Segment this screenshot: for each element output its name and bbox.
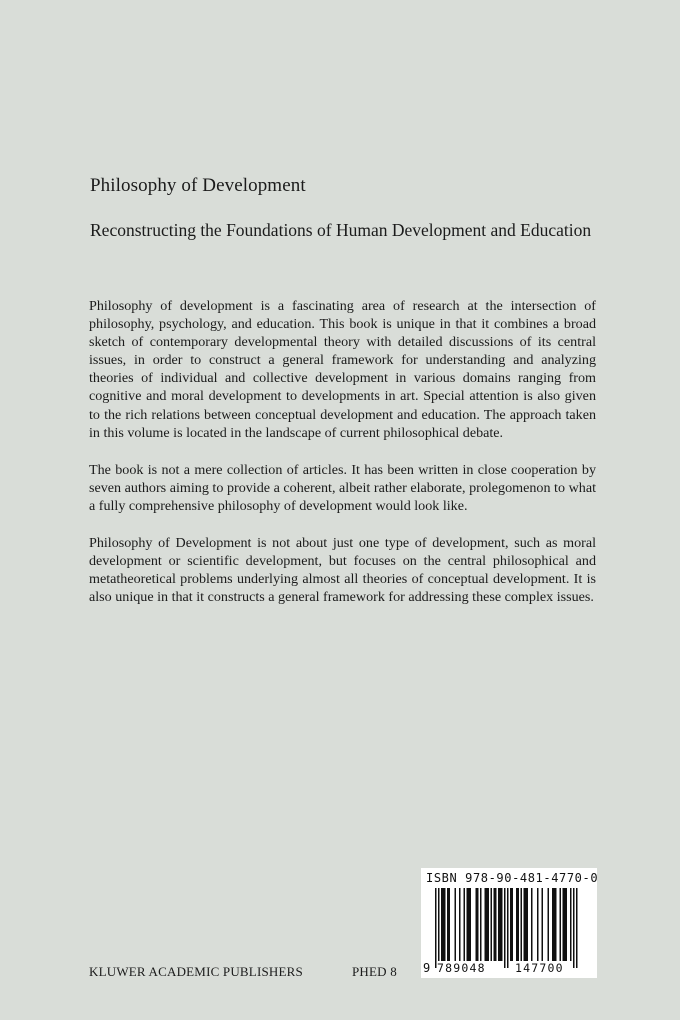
barcode-bar xyxy=(501,888,503,961)
barcode-bar xyxy=(560,888,562,961)
series-code: PHED 8 xyxy=(352,964,397,979)
barcode-guard-bar xyxy=(438,888,440,968)
book-title: Philosophy of Development xyxy=(90,175,306,196)
barcode-bar xyxy=(488,888,490,961)
barcode-bar xyxy=(470,888,472,961)
barcode-bar xyxy=(498,888,500,961)
barcode-bar xyxy=(447,888,449,961)
barcode-bar xyxy=(495,888,497,961)
book-description xyxy=(89,297,596,625)
publisher-name: KLUWER ACADEMIC PUBLISHERS xyxy=(89,964,303,979)
barcode-guard-bar xyxy=(573,888,575,968)
barcode-guard-bar xyxy=(435,888,437,968)
barcode-bar xyxy=(548,888,550,961)
barcode-bar xyxy=(518,888,520,961)
barcode-bar xyxy=(449,888,451,961)
barcode-bar xyxy=(455,888,457,961)
barcode-bar xyxy=(531,888,533,961)
isbn-barcode xyxy=(421,868,597,978)
barcode-bar xyxy=(521,888,523,961)
barcode-bar xyxy=(510,888,512,961)
barcode-bar xyxy=(524,888,526,961)
ean-right-digits: 147700 xyxy=(515,961,564,975)
ean-first-digit: 9 xyxy=(423,961,431,975)
description-paragraph: Philosophy of Development is not about just one type of development, such as moral development or scientific development, but focuses on the central philosophical and metatheoretical problems underlying almost all theories of conceptual development. It is also unique in that it constructs a general framework for addressing these complex issues. xyxy=(89,535,596,606)
barcode-bar xyxy=(552,888,554,961)
description-paragraph: Philosophy of development is a fascinating area of research at the intersection of philosophy, psychology, and education. This book is unique in that it combines a broad sketch of contemporary developmental theory with detailed discussions of its central issues, in order to construct a general framework for understanding and analyzing theories of individual and collective development in various domains ranging from cognitive and moral development to developments in art. Special attention is also given to the rich relations between conceptual development and education. The approach taken in this volume is located in the landscape of current philosophical debate. xyxy=(89,298,596,441)
barcode-bar xyxy=(494,888,496,961)
barcode-bar xyxy=(516,888,518,961)
book-subtitle: Reconstructing the Foundations of Human Development and Education xyxy=(90,220,592,240)
barcode-bar xyxy=(500,888,502,961)
barcode-bar xyxy=(554,888,556,961)
isbn-label: ISBN 978-90-481-4770-0 xyxy=(426,871,599,885)
barcode-bar xyxy=(444,888,446,961)
barcode-guard-bar xyxy=(507,888,509,968)
description-paragraph: The book is not a mere collection of articles. It has been written in close cooperation by seven authors aiming to provide a coherent, albeit rather elaborate, prolegomenon to what a fully comprehensive philosophy of development would look like. xyxy=(89,461,596,514)
barcode-bar xyxy=(525,888,527,961)
barcode-bar xyxy=(443,888,445,961)
barcode-bar xyxy=(441,888,443,961)
barcode-bar xyxy=(570,888,572,961)
barcode-bar xyxy=(468,888,470,961)
ean-left-digits: 789048 xyxy=(437,961,486,975)
barcode-bar xyxy=(464,888,466,961)
barcode-bar xyxy=(512,888,514,961)
barcode-bar xyxy=(476,888,478,961)
barcode-bar xyxy=(537,888,539,961)
barcode-bar xyxy=(542,888,544,961)
barcode-bar xyxy=(485,888,487,961)
barcode-bar xyxy=(480,888,482,961)
barcode-bar xyxy=(566,888,568,961)
barcode-bar xyxy=(555,888,557,961)
barcode-bar xyxy=(486,888,488,961)
barcode-bar xyxy=(459,888,461,961)
barcode-bar xyxy=(527,888,529,961)
barcode-bar xyxy=(564,888,566,961)
barcode-guard-bar xyxy=(504,888,506,968)
barcode-bar xyxy=(563,888,565,961)
barcode-bar xyxy=(491,888,493,961)
barcode-guard-bar xyxy=(576,888,578,968)
barcode-bar xyxy=(467,888,469,961)
barcode-bar xyxy=(477,888,479,961)
